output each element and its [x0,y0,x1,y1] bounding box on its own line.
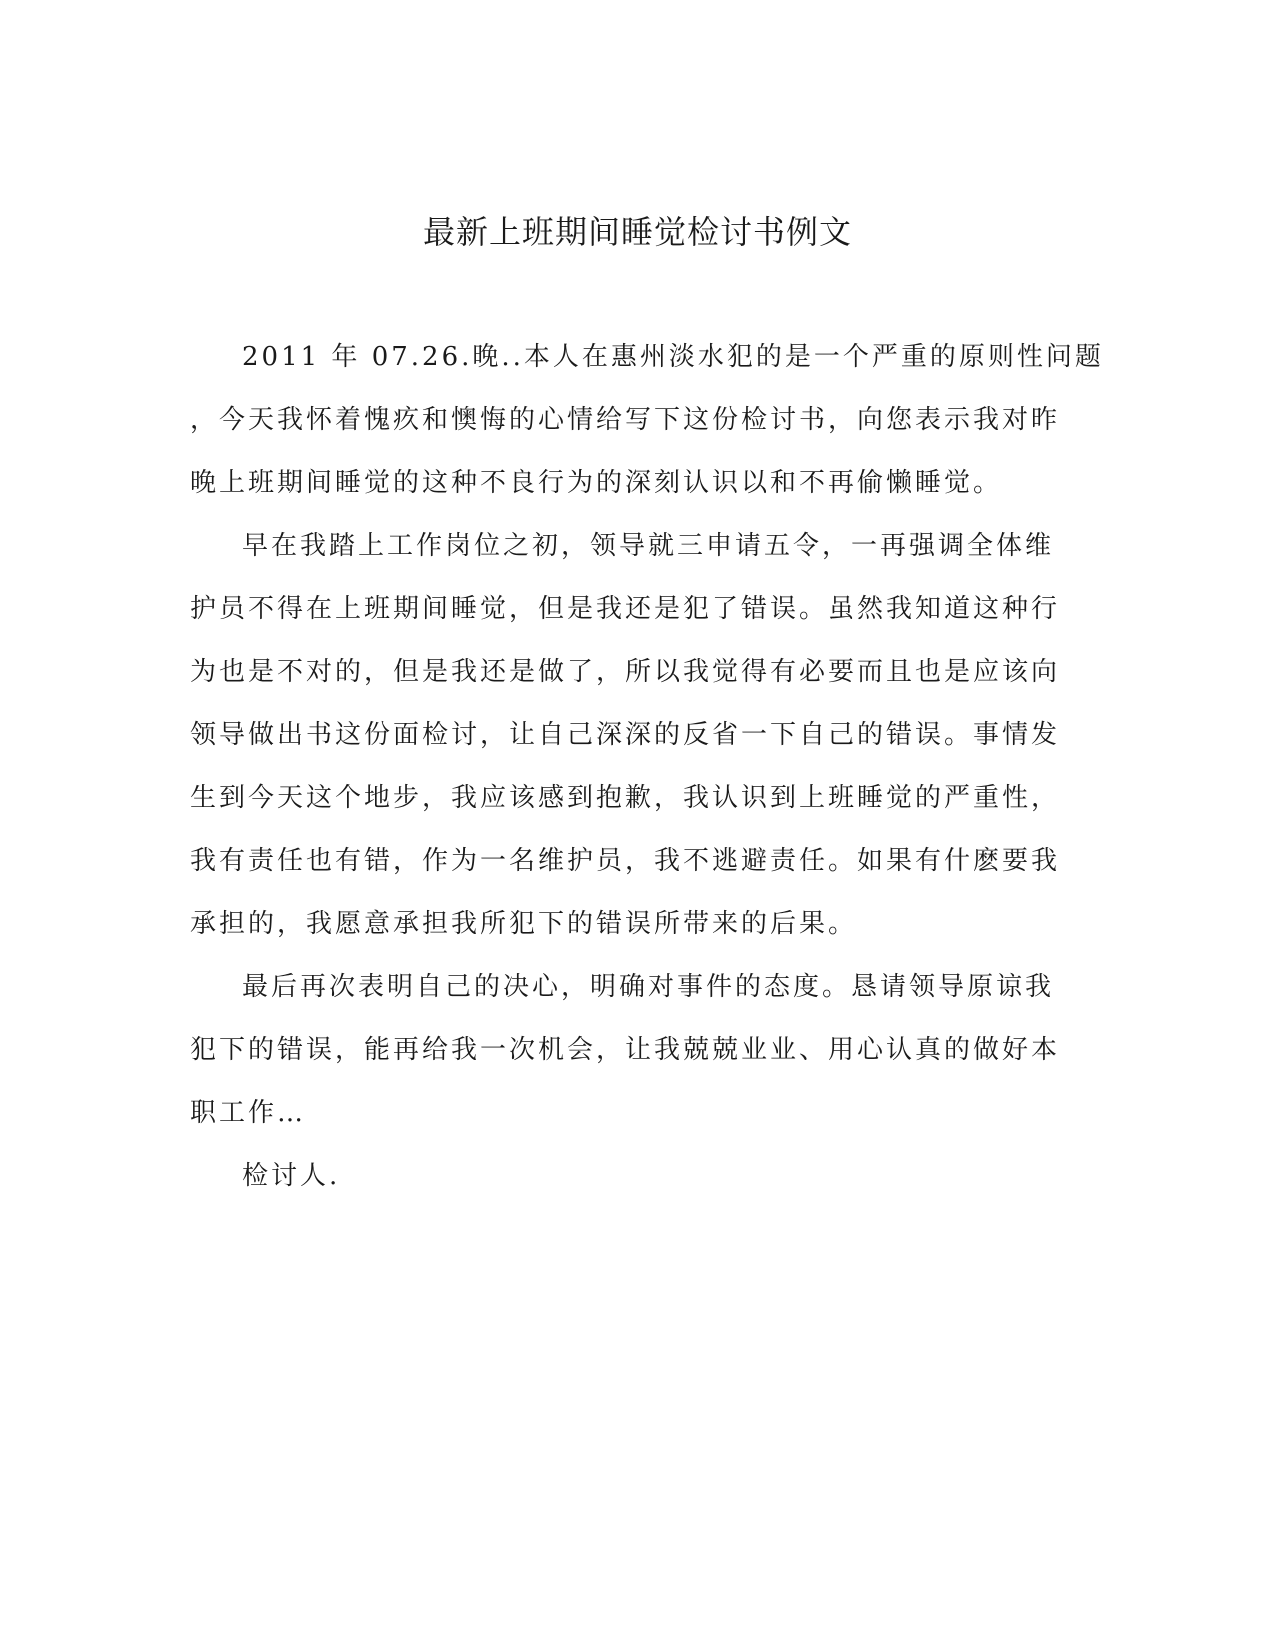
document-body [190,326,1104,1208]
paragraph-resolution [190,956,1080,1145]
signature-line: 检讨人. [242,1161,341,1191]
text-line: 犯下的错误，能再给我一次机会，让我兢兢业业、用心认真的做好本 [190,1035,1061,1065]
text-line: 早在我踏上工作岗位之初，领导就三申请五令，一再强调全体维 [242,531,1055,561]
text-line: 晚上班期间睡觉的这种不良行为的深刻认识以和不再偷懒睡觉。 [190,468,1003,498]
text-line: 生到今天这个地步，我应该感到抱歉，我认识到上班睡觉的严重性， [190,783,1061,813]
text-line: 职工作… [190,1098,307,1128]
paragraph-reflection [190,515,1080,956]
text-line: 2011 年 07.26.晚..本人在惠州淡水犯的是一个严重的原则性问题 [242,342,1104,372]
text-line: 护员不得在上班期间睡觉，但是我还是犯了错误。虽然我知道这种行 [190,594,1061,624]
paragraph-incident [190,326,1104,515]
text-line: 领导做出书这份面检讨，让自己深深的反省一下自己的错误。事情发 [190,720,1061,750]
text-line: ，今天我怀着愧疚和懊悔的心情给写下这份检讨书，向您表示我对昨 [190,405,1061,435]
text-line: 最后再次表明自己的决心，明确对事件的态度。恳请领导原谅我 [242,972,1055,1002]
document-title: 最新上班期间睡觉检讨书例文 [422,213,852,251]
text-line: 我有责任也有错，作为一名维护员，我不逃避责任。如果有什麽要我 [190,846,1061,876]
text-line: 承担的，我愿意承担我所犯下的错误所带来的后果。 [190,909,858,939]
text-line: 为也是不对的，但是我还是做了，所以我觉得有必要而且也是应该向 [190,657,1061,687]
paragraph-signature [190,1145,1080,1208]
